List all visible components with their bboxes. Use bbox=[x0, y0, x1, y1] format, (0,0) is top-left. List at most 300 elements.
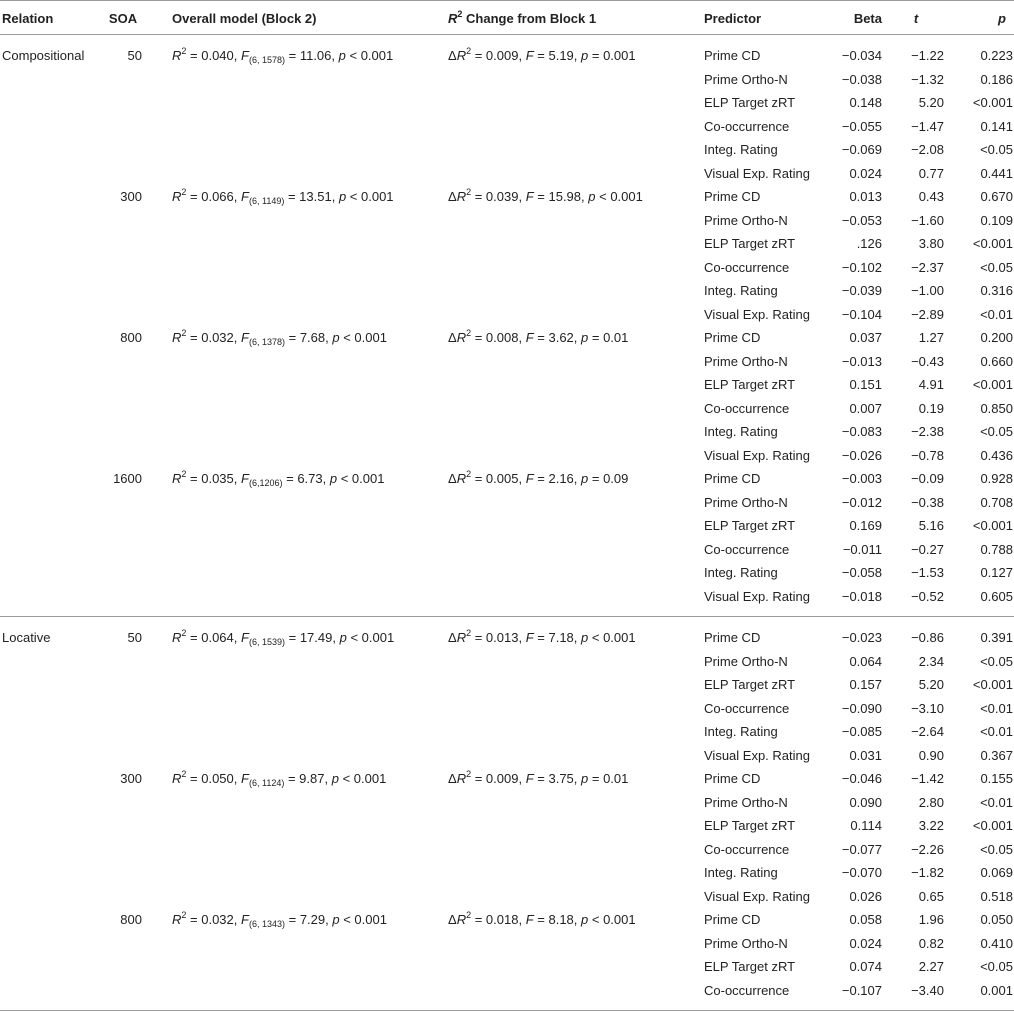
soa-cell: 800 bbox=[120, 912, 142, 927]
p-cell: 0.660 bbox=[980, 353, 1013, 369]
t-cell: 0.43 bbox=[918, 189, 944, 204]
beta-cell: −0.107 bbox=[841, 982, 882, 998]
overall-df: 6, 1149 bbox=[251, 196, 282, 206]
predictor-cell: Co-occurrence bbox=[704, 400, 790, 416]
p-cell: 0.850 bbox=[980, 400, 1013, 416]
p-cell: <0.001 bbox=[972, 818, 1013, 833]
predictor-cell: Integ. Rating bbox=[704, 424, 778, 439]
table-row bbox=[0, 68, 1014, 92]
overall-model-cell: $R^2 = 0.040$, $F_{(6, 1578)} = 11.06$, p < 0.001 bbox=[172, 46, 394, 65]
p-cell: 0.141 bbox=[980, 118, 1013, 134]
overall-df: 6,1206 bbox=[251, 478, 280, 488]
table-row bbox=[0, 115, 1014, 139]
table-row bbox=[0, 444, 1014, 468]
beta-cell: 0.024 bbox=[849, 165, 882, 181]
r2-symbol: R bbox=[172, 630, 182, 645]
beta-cell: −0.039 bbox=[841, 283, 882, 298]
predictor-cell: Integ. Rating bbox=[704, 565, 778, 580]
predictor-cell: Integ. Rating bbox=[704, 865, 778, 880]
t-cell: −3.40 bbox=[911, 982, 944, 998]
r2-superscript: 2 bbox=[466, 187, 472, 197]
predictor-cell: ELP Target zRT bbox=[704, 959, 796, 974]
header-beta: Beta bbox=[853, 11, 882, 26]
r2-symbol: R bbox=[456, 471, 467, 486]
beta-cell: 0.007 bbox=[849, 400, 882, 416]
table-row bbox=[0, 279, 1014, 303]
header-soa: SOA bbox=[108, 11, 138, 26]
predictor-cell: Co-occurrence bbox=[704, 541, 790, 557]
overall-p-value: p < 0.001 bbox=[338, 189, 394, 204]
overall-f-value: 7.29 bbox=[299, 912, 326, 927]
predictor-cell: Integ. Rating bbox=[704, 283, 778, 298]
f-symbol: F bbox=[241, 471, 249, 486]
p-cell: 0.928 bbox=[980, 471, 1013, 486]
r2-change-cell: $\Delta R^2 = 0.008$, F = 3.62, p = 0.01 bbox=[448, 328, 629, 345]
p-cell: 0.223 bbox=[980, 48, 1013, 63]
df-close-paren: ) bbox=[282, 55, 285, 65]
overall-f-value: 6.73 bbox=[297, 471, 323, 486]
table-row bbox=[0, 767, 1014, 791]
beta-cell: 0.148 bbox=[849, 95, 882, 110]
overall-p-value: p < 0.001 bbox=[329, 471, 385, 486]
p-cell: <0.01 bbox=[980, 306, 1013, 322]
change-dr2-value: 0.009 bbox=[485, 771, 519, 786]
table-row bbox=[0, 791, 1014, 815]
t-cell: −1.32 bbox=[911, 71, 944, 87]
beta-cell: 0.169 bbox=[849, 518, 882, 533]
overall-r2-value: 0.066 bbox=[201, 189, 234, 204]
predictor-cell: Prime CD bbox=[704, 912, 761, 927]
r2-superscript: 2 bbox=[181, 769, 187, 779]
overall-r2-value: 0.032 bbox=[201, 330, 234, 345]
r2-symbol: R bbox=[456, 630, 467, 645]
r2-change-cell: $\Delta R^2 = 0.005$, F = 2.16, p = 0.09 bbox=[448, 469, 629, 486]
overall-r2-value: 0.064 bbox=[201, 630, 234, 645]
predictor-cell: Prime Ortho-N bbox=[704, 653, 788, 669]
df-open-paren: ( bbox=[248, 919, 252, 929]
table-row bbox=[0, 814, 1014, 838]
change-f-value: 8.18 bbox=[548, 912, 574, 927]
change-dr2-value: 0.005 bbox=[485, 471, 519, 486]
predictor-cell: Co-occurrence bbox=[704, 259, 790, 275]
group-bottom-spacer bbox=[0, 1002, 1014, 1010]
t-cell: 0.77 bbox=[918, 165, 944, 181]
predictor-cell: Integ. Rating bbox=[704, 142, 778, 157]
change-p-value: p = 0.09 bbox=[581, 471, 629, 486]
beta-cell: −0.003 bbox=[841, 471, 882, 486]
table-row bbox=[0, 561, 1014, 585]
t-cell: 5.20 bbox=[918, 677, 944, 692]
beta-cell: 0.157 bbox=[849, 677, 882, 692]
predictor-cell: Prime Ortho-N bbox=[704, 935, 788, 951]
predictor-cell: Co-occurrence bbox=[704, 118, 790, 134]
p-cell: 0.410 bbox=[980, 935, 1013, 951]
predictor-cell: Prime CD bbox=[704, 48, 761, 63]
p-cell: <0.05 bbox=[980, 259, 1013, 275]
header-p: p bbox=[998, 11, 1006, 26]
r2-change-cell: $\Delta R^2 = 0.009$, F = 5.19, p = 0.001 bbox=[448, 46, 636, 63]
beta-cell: 0.031 bbox=[849, 747, 882, 763]
group-top-spacer bbox=[0, 35, 1014, 44]
predictor-cell: ELP Target zRT bbox=[704, 95, 796, 110]
table-row bbox=[0, 373, 1014, 397]
t-cell: −0.86 bbox=[911, 630, 944, 645]
table-row bbox=[0, 491, 1014, 515]
df-close-paren: ) bbox=[282, 637, 285, 647]
t-cell: −2.37 bbox=[911, 259, 944, 275]
header-r2-change-label: Change from Block 1 bbox=[466, 11, 597, 26]
t-cell: −0.38 bbox=[911, 494, 944, 510]
predictor-cell: Prime Ortho-N bbox=[704, 794, 788, 810]
table-row bbox=[0, 91, 1014, 115]
df-open-paren: ( bbox=[248, 337, 252, 347]
f-symbol: F bbox=[525, 630, 534, 645]
r2-symbol: R bbox=[456, 48, 467, 63]
beta-cell: −0.090 bbox=[841, 700, 882, 716]
soa-cell: 300 bbox=[120, 771, 142, 786]
p-cell: <0.001 bbox=[972, 95, 1013, 110]
p-cell: <0.05 bbox=[980, 424, 1013, 439]
overall-p-value: p < 0.001 bbox=[338, 48, 394, 63]
change-p-value: p < 0.001 bbox=[581, 630, 636, 645]
table-row bbox=[0, 326, 1014, 350]
p-cell: 0.788 bbox=[980, 541, 1013, 557]
beta-cell: −0.011 bbox=[842, 541, 882, 557]
overall-p-value: p < 0.001 bbox=[331, 771, 387, 786]
predictor-cell: Prime Ortho-N bbox=[704, 212, 788, 228]
p-cell: 0.391 bbox=[980, 630, 1013, 645]
change-dr2-value: 0.013 bbox=[485, 630, 519, 645]
r2-superscript: 2 bbox=[466, 628, 472, 638]
r2-change-cell: $\Delta R^2 = 0.013$, F = 7.18, p < 0.001 bbox=[448, 628, 636, 645]
f-symbol: F bbox=[525, 48, 534, 63]
predictor-cell: Visual Exp. Rating bbox=[704, 447, 810, 463]
table-row bbox=[0, 467, 1014, 491]
r2-symbol: R bbox=[456, 330, 467, 345]
predictor-cell: Prime CD bbox=[704, 189, 761, 204]
r2-symbol: R bbox=[172, 471, 182, 486]
overall-model-cell: $R^2 = 0.066$, $F_{(6, 1149)} = 13.51$, p < 0.001 bbox=[172, 187, 394, 206]
p-symbol: p bbox=[581, 630, 589, 645]
overall-f-value: 9.87 bbox=[299, 771, 325, 786]
soa-cell: 1600 bbox=[113, 471, 142, 486]
df-open-paren: ( bbox=[248, 196, 252, 206]
change-p-value: p < 0.001 bbox=[581, 912, 636, 927]
p-cell: 0.069 bbox=[980, 865, 1013, 880]
beta-cell: −0.034 bbox=[841, 48, 882, 63]
change-f-value: 7.18 bbox=[548, 630, 574, 645]
overall-model-cell: $R^2 = 0.050$, $F_{(6, 1124)} = 9.87$, p < 0.001 bbox=[172, 769, 387, 788]
p-cell: <0.01 bbox=[980, 794, 1013, 810]
f-symbol: F bbox=[525, 189, 534, 204]
t-cell: −2.08 bbox=[911, 142, 944, 157]
p-symbol: p bbox=[338, 48, 346, 63]
beta-cell: 0.037 bbox=[849, 330, 882, 345]
t-cell: 2.27 bbox=[918, 959, 944, 974]
predictor-cell: Visual Exp. Rating bbox=[704, 165, 810, 181]
table-row bbox=[0, 744, 1014, 768]
df-close-paren: ) bbox=[281, 196, 285, 206]
t-cell: −0.52 bbox=[911, 588, 944, 604]
p-cell: <0.01 bbox=[980, 700, 1013, 716]
predictor-cell: Visual Exp. Rating bbox=[704, 588, 810, 604]
df-close-paren: ) bbox=[282, 337, 285, 347]
overall-r2-value: 0.035 bbox=[201, 471, 234, 486]
group-top-spacer bbox=[0, 617, 1014, 626]
change-p-value: p = 0.01 bbox=[581, 771, 629, 786]
table-row bbox=[0, 697, 1014, 721]
df-close-paren: ) bbox=[279, 478, 283, 488]
p-symbol: p bbox=[581, 912, 589, 927]
t-cell: 4.91 bbox=[918, 377, 944, 392]
p-cell: <0.001 bbox=[972, 677, 1013, 692]
p-symbol: p bbox=[581, 471, 589, 486]
change-f-value: 2.16 bbox=[548, 471, 574, 486]
t-cell: −2.89 bbox=[911, 306, 944, 322]
t-cell: −3.10 bbox=[911, 700, 944, 716]
predictor-cell: Visual Exp. Rating bbox=[704, 888, 810, 904]
table-row bbox=[0, 44, 1014, 68]
beta-cell: −0.058 bbox=[841, 565, 882, 580]
header-r2-change: $R^2$ Change from Block 1 bbox=[448, 9, 597, 26]
change-p-value: p = 0.001 bbox=[581, 48, 636, 63]
predictor-cell: Prime CD bbox=[704, 330, 761, 345]
t-cell: 0.65 bbox=[918, 888, 944, 904]
t-cell: 2.80 bbox=[918, 794, 944, 810]
overall-df: 6, 1378 bbox=[251, 337, 282, 347]
r2-symbol: R bbox=[172, 330, 182, 345]
t-cell: −2.64 bbox=[911, 724, 944, 739]
r2-superscript: 2 bbox=[466, 769, 472, 779]
table-body bbox=[0, 35, 1014, 1011]
f-symbol: F bbox=[241, 630, 249, 645]
predictor-cell: Prime Ortho-N bbox=[704, 353, 788, 369]
f-symbol: F bbox=[525, 912, 534, 927]
predictor-cell: Visual Exp. Rating bbox=[704, 306, 810, 322]
table-row bbox=[0, 350, 1014, 374]
beta-cell: −0.069 bbox=[841, 142, 882, 157]
predictor-cell: ELP Target zRT bbox=[704, 818, 796, 833]
change-p-value: p = 0.01 bbox=[581, 330, 629, 345]
t-cell: −1.00 bbox=[911, 283, 944, 298]
r2-superscript: 2 bbox=[466, 910, 472, 920]
r2-superscript: 2 bbox=[466, 328, 472, 338]
table-row bbox=[0, 397, 1014, 421]
table-row bbox=[0, 232, 1014, 256]
p-symbol: p bbox=[329, 471, 338, 486]
p-cell: <0.01 bbox=[980, 724, 1013, 739]
beta-cell: −0.055 bbox=[841, 118, 882, 134]
table-row bbox=[0, 626, 1014, 650]
t-cell: 5.20 bbox=[918, 95, 944, 110]
predictor-cell: ELP Target zRT bbox=[704, 677, 796, 692]
overall-f-value: 7.68 bbox=[299, 330, 326, 345]
predictor-cell: Visual Exp. Rating bbox=[704, 747, 810, 763]
p-cell: 0.127 bbox=[980, 565, 1013, 580]
overall-f-value: 13.51 bbox=[299, 189, 332, 204]
t-cell: −0.27 bbox=[911, 541, 944, 557]
beta-cell: −0.104 bbox=[841, 306, 882, 322]
p-symbol: p bbox=[338, 189, 347, 204]
f-symbol: F bbox=[241, 771, 249, 786]
r2-superscript: 2 bbox=[181, 187, 187, 197]
p-cell: <0.05 bbox=[980, 959, 1013, 974]
header-relation: Relation bbox=[2, 11, 54, 26]
t-cell: −1.53 bbox=[911, 565, 944, 580]
p-cell: 0.670 bbox=[980, 189, 1013, 204]
f-symbol: F bbox=[525, 330, 534, 345]
r2-superscript: 2 bbox=[466, 469, 472, 479]
p-cell: <0.001 bbox=[972, 236, 1013, 251]
p-cell: 0.708 bbox=[980, 494, 1013, 510]
table-row bbox=[0, 979, 1014, 1003]
soa-cell: 300 bbox=[120, 189, 142, 204]
table-row bbox=[0, 908, 1014, 932]
beta-cell: −0.070 bbox=[841, 865, 882, 880]
overall-p-value: p < 0.001 bbox=[332, 330, 387, 345]
beta-cell: −0.018 bbox=[841, 588, 882, 604]
group-bottom-spacer bbox=[0, 608, 1014, 616]
r2-change-cell: $\Delta R^2 = 0.018$, F = 8.18, p < 0.001 bbox=[448, 910, 636, 927]
p-cell: <0.001 bbox=[972, 377, 1013, 392]
r2-symbol: R bbox=[456, 771, 467, 786]
table-header-row bbox=[0, 1, 1014, 34]
r2-superscript: 2 bbox=[466, 46, 472, 56]
beta-cell: −0.085 bbox=[841, 724, 882, 739]
t-cell: 3.22 bbox=[918, 818, 944, 833]
overall-p-value: p < 0.001 bbox=[332, 912, 387, 927]
table-row bbox=[0, 838, 1014, 862]
overall-r2-value: 0.050 bbox=[201, 771, 234, 786]
overall-r2-value: 0.040 bbox=[201, 48, 234, 63]
table-row bbox=[0, 162, 1014, 186]
predictor-cell: Co-occurrence bbox=[704, 841, 790, 857]
overall-r2-value: 0.032 bbox=[201, 912, 234, 927]
overall-model-cell: $R^2 = 0.032$, $F_{(6, 1343)} = 7.29$, p < 0.001 bbox=[172, 910, 387, 929]
overall-df: 6, 1343 bbox=[251, 919, 282, 929]
table-row bbox=[0, 861, 1014, 885]
predictor-cell: Prime Ortho-N bbox=[704, 494, 788, 510]
f-symbol: F bbox=[241, 330, 249, 345]
p-cell: <0.001 bbox=[972, 518, 1013, 533]
t-cell: 5.16 bbox=[918, 518, 944, 533]
predictor-cell: ELP Target zRT bbox=[704, 236, 796, 251]
r2-symbol: R bbox=[172, 771, 182, 786]
df-close-paren: ) bbox=[282, 919, 285, 929]
r2-superscript: 2 bbox=[181, 628, 187, 638]
p-symbol: p bbox=[331, 771, 339, 786]
p-symbol: p bbox=[339, 630, 347, 645]
r2-change-cell: $\Delta R^2 = 0.009$, F = 3.75, p = 0.01 bbox=[448, 769, 629, 786]
beta-cell: 0.151 bbox=[849, 377, 882, 392]
r2-symbol: R bbox=[456, 189, 467, 204]
overall-df: 6, 1124 bbox=[251, 778, 282, 788]
beta-cell: −0.083 bbox=[841, 424, 882, 439]
predictor-cell: Co-occurrence bbox=[704, 700, 790, 716]
p-cell: 0.186 bbox=[980, 71, 1013, 87]
beta-cell: −0.012 bbox=[841, 494, 882, 510]
r2-symbol: R bbox=[172, 912, 182, 927]
overall-p-value: p < 0.001 bbox=[339, 630, 395, 645]
p-symbol: p bbox=[332, 330, 340, 345]
p-cell: 0.155 bbox=[980, 771, 1013, 786]
df-open-paren: ( bbox=[248, 55, 252, 65]
table-row bbox=[0, 420, 1014, 444]
predictor-cell: ELP Target zRT bbox=[704, 377, 796, 392]
change-p-value: p < 0.001 bbox=[588, 189, 643, 204]
r2-symbol: R bbox=[172, 48, 182, 63]
t-cell: −1.82 bbox=[911, 865, 944, 880]
soa-cell: 50 bbox=[127, 630, 142, 645]
table-row bbox=[0, 514, 1014, 538]
r2-superscript: 2 bbox=[181, 469, 187, 479]
df-close-paren: ) bbox=[281, 778, 285, 788]
beta-cell: 0.026 bbox=[849, 888, 882, 904]
p-cell: 0.441 bbox=[980, 165, 1013, 181]
t-cell: 0.82 bbox=[918, 935, 944, 951]
beta-cell: −0.038 bbox=[841, 71, 882, 87]
change-f-value: 15.98 bbox=[548, 189, 582, 204]
p-symbol: p bbox=[581, 771, 589, 786]
overall-df: 6, 1539 bbox=[251, 637, 282, 647]
t-cell: 0.90 bbox=[918, 747, 944, 763]
r2-change-cell: $\Delta R^2 = 0.039$, F = 15.98, p < 0.001 bbox=[448, 187, 643, 204]
p-cell: 0.436 bbox=[980, 447, 1013, 463]
r2-symbol: R bbox=[172, 189, 182, 204]
t-cell: −1.42 bbox=[911, 771, 944, 786]
table-row bbox=[0, 138, 1014, 162]
beta-cell: 0.058 bbox=[849, 912, 882, 927]
beta-cell: 0.074 bbox=[849, 959, 882, 974]
t-cell: −0.78 bbox=[911, 447, 944, 463]
header-overall-model: Overall model (Block 2) bbox=[172, 11, 317, 26]
table-row bbox=[0, 538, 1014, 562]
header-predictor: Predictor bbox=[704, 11, 762, 26]
f-symbol: F bbox=[525, 771, 534, 786]
beta-cell: 0.024 bbox=[849, 935, 882, 951]
p-cell: 0.050 bbox=[980, 912, 1013, 927]
t-cell: 2.34 bbox=[918, 653, 944, 669]
df-open-paren: ( bbox=[248, 478, 252, 488]
beta-cell: −0.077 bbox=[841, 841, 882, 857]
p-cell: 0.200 bbox=[980, 330, 1013, 345]
r2-symbol: R bbox=[456, 912, 467, 927]
change-dr2-value: 0.039 bbox=[485, 189, 519, 204]
predictor-cell: Prime Ortho-N bbox=[704, 71, 788, 87]
table-row bbox=[0, 885, 1014, 909]
table-row bbox=[0, 955, 1014, 979]
p-cell: <0.05 bbox=[980, 653, 1013, 669]
relation-cell: Compositional bbox=[2, 48, 85, 63]
table-row bbox=[0, 585, 1014, 609]
beta-cell: −0.102 bbox=[841, 259, 882, 275]
predictor-cell: Prime CD bbox=[704, 630, 761, 645]
beta-cell: 0.114 bbox=[850, 818, 882, 833]
table-row bbox=[0, 303, 1014, 327]
overall-model-cell: $R^2 = 0.064$, $F_{(6, 1539)} = 17.49$, p < 0.001 bbox=[172, 628, 395, 647]
table-row bbox=[0, 720, 1014, 744]
predictor-cell: Prime CD bbox=[704, 771, 761, 786]
p-cell: 0.316 bbox=[980, 283, 1013, 298]
p-cell: 0.518 bbox=[980, 888, 1013, 904]
t-cell: −1.60 bbox=[911, 212, 944, 228]
soa-cell: 50 bbox=[127, 48, 142, 63]
change-dr2-value: 0.018 bbox=[485, 912, 519, 927]
beta-cell: −0.013 bbox=[841, 353, 882, 369]
f-symbol: F bbox=[525, 471, 534, 486]
soa-cell: 800 bbox=[120, 330, 142, 345]
p-symbol: p bbox=[332, 912, 340, 927]
